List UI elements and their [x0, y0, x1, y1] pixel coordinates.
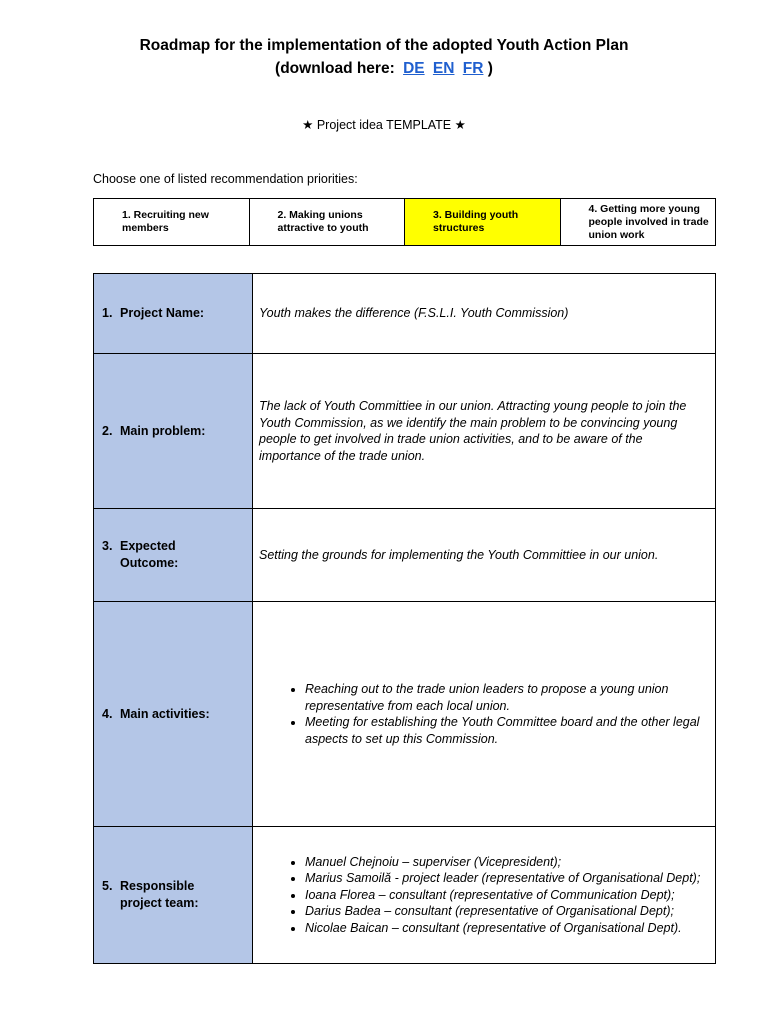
row-main-activities — [94, 602, 716, 827]
row-main-problem — [94, 354, 716, 509]
priority-4[interactable]: 4. Getting more young people involved in trade union work — [560, 199, 716, 246]
template-label: ★ Project idea TEMPLATE ★ — [302, 118, 466, 132]
label-project-team: 5. Responsible project team: — [94, 827, 253, 964]
value-main-activities[interactable] — [253, 602, 716, 827]
list-item: • Ioana Florea – consultant (representative of Communication Dept); — [305, 887, 703, 904]
label-project-name: 1. Project Name: — [94, 274, 253, 354]
row-expected-outcome — [94, 509, 716, 602]
priorities-table — [93, 198, 716, 246]
label-main-activities: 4. Main activities: — [94, 602, 253, 827]
value-main-problem[interactable]: The lack of Youth Committiee in our union. Attracting young people to join the Youth Commission, as we identify the main problem to be convincing young people to get involved in trade union activities, and to be aware of the importance of the trade union. — [253, 354, 716, 509]
list-item: • Marius Samoilă - project leader (representative of Organisational Dept); — [305, 870, 703, 887]
title-line-2 — [0, 57, 768, 80]
priority-3-selected[interactable]: 3. Building youth structures — [405, 199, 561, 246]
value-project-name[interactable]: Youth makes the difference (F.S.L.I. Youth Commission) — [253, 274, 716, 354]
project-form-table — [93, 273, 716, 964]
list-item: • Manuel Chejnoiu – superviser (Vicepresident); — [305, 854, 703, 871]
row-project-name — [94, 274, 716, 354]
value-expected-outcome[interactable]: Setting the grounds for implementing the Youth Committiee in our union. — [253, 509, 716, 602]
list-item: • Nicolae Baican – consultant (representative of Organisational Dept). — [305, 920, 703, 937]
value-project-team[interactable] — [253, 827, 716, 964]
document-title — [0, 34, 768, 80]
priority-1[interactable]: 1. Recruiting new members — [94, 199, 250, 246]
label-expected-outcome: 3. Expected Outcome: — [94, 509, 253, 602]
team-list — [259, 854, 703, 937]
activities-list — [259, 681, 703, 747]
link-de[interactable]: DE — [403, 60, 425, 77]
download-suffix: ) — [487, 60, 493, 77]
title-line-1: Roadmap for the implementation of the adopted Youth Action Plan — [139, 37, 629, 54]
list-item: • Darius Badea – consultant (representative of Organisational Dept); — [305, 903, 703, 920]
choose-instruction: Choose one of listed recommendation priorities: — [93, 172, 358, 186]
list-item: • Meeting for establishing the Youth Committee board and the other legal aspects to set up this Commission. — [305, 714, 703, 747]
label-main-problem: 2. Main problem: — [94, 354, 253, 509]
priority-2[interactable]: 2. Making unions attractive to youth — [249, 199, 405, 246]
row-project-team — [94, 827, 716, 964]
link-fr[interactable]: FR — [462, 60, 484, 77]
link-en[interactable]: EN — [432, 60, 455, 77]
download-prefix: (download here: — [275, 60, 395, 77]
list-item: • Reaching out to the trade union leaders to propose a young union representative from each local union. — [305, 681, 703, 714]
